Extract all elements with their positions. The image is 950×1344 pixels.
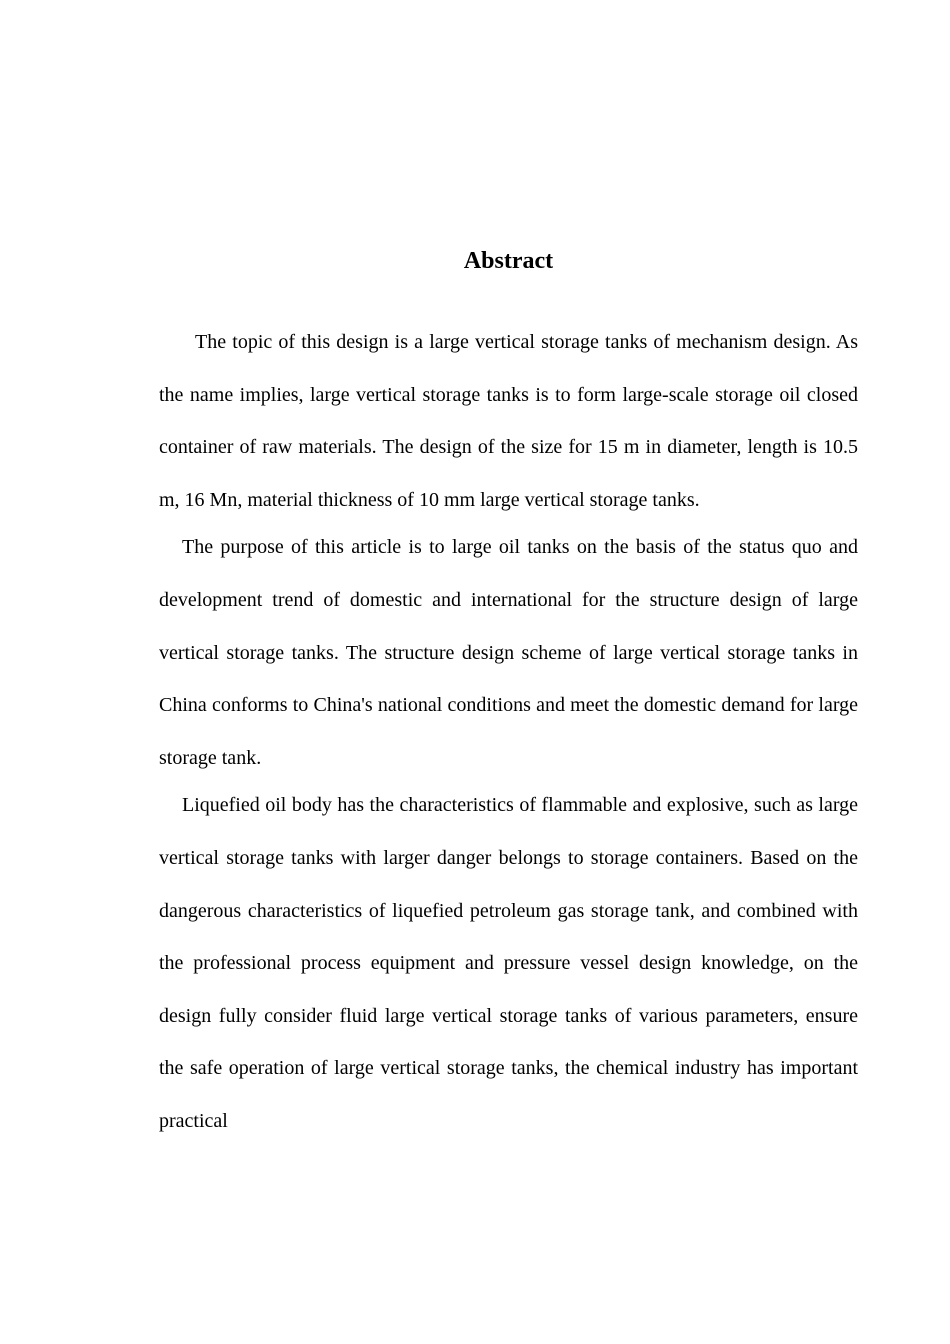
abstract-title: Abstract xyxy=(463,248,554,274)
abstract-body xyxy=(159,316,858,1148)
abstract-paragraph-3: Liquefied oil body has the characteristics of flammable and explosive, such as large vertical storage tanks with larger danger belongs to storage containers. Based on the dangerous characteristics of liquefied petroleum gas storage tank, and combined with the professional process equipment and pressure vessel design knowledge, on the design fully consider fluid large vertical storage tanks of various parameters, ensure the safe operation of large vertical storage tanks, the chemical industry has important practical xyxy=(159,794,858,1132)
abstract-paragraph-1: The topic of this design is a large vertical storage tanks of mechanism design. As the name implies, large vertical storage tanks is to form large-scale storage oil closed container of raw materials. The design of the size for 15 m in diameter, length is 10.5 m, 16 Mn, material thickness of 10 mm large vertical storage tanks. xyxy=(159,331,858,511)
abstract-paragraph-2: The purpose of this article is to large oil tanks on the basis of the status quo and development trend of domestic and international for the structure design of large vertical storage tanks. The structure design scheme of large vertical storage tanks in China conforms to China's national conditions and meet the domestic demand for large storage tank. xyxy=(159,536,858,769)
